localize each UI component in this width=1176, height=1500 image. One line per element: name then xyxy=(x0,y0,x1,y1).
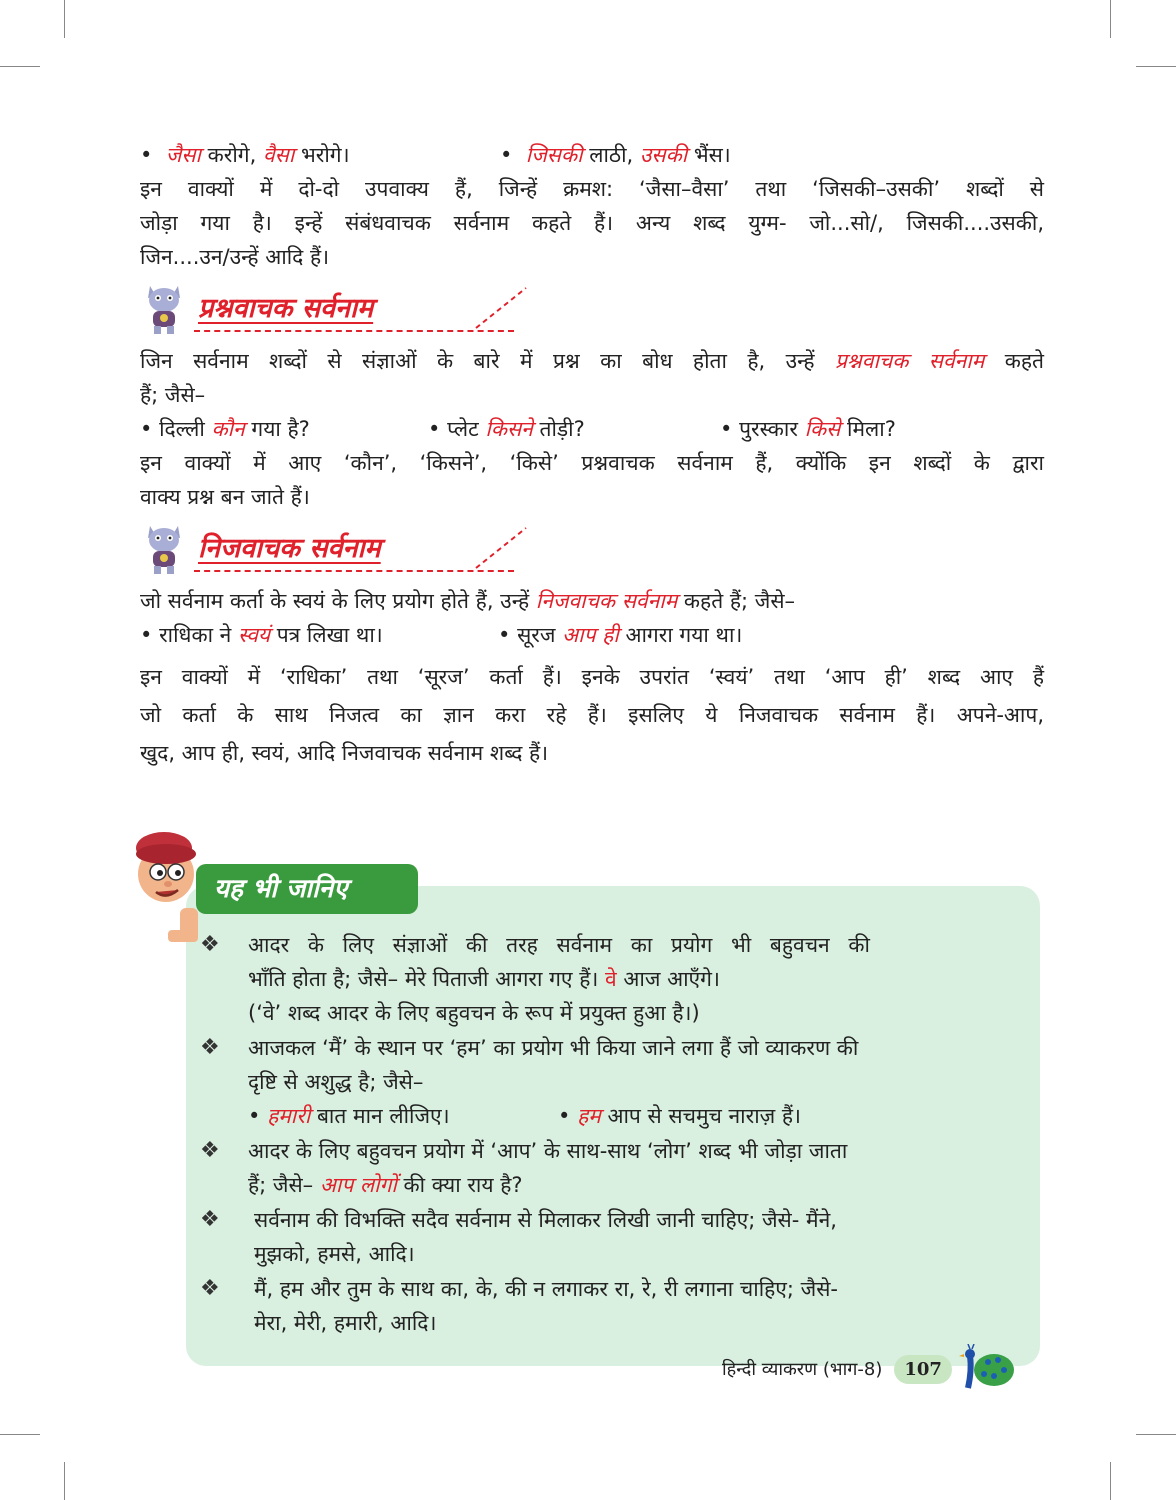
text-line xyxy=(248,962,1040,996)
highlight-word: वैसा xyxy=(262,143,295,167)
highlight-word: उसकी xyxy=(639,143,688,167)
intro-example-1: • जैसा करोगे, वैसा भरोगे। xyxy=(140,143,350,167)
crop-mark xyxy=(64,0,65,38)
heading-dashed-line xyxy=(194,330,514,332)
text-span: पत्र लिखा था। xyxy=(270,623,383,647)
crop-mark xyxy=(1136,66,1176,67)
list-item-body xyxy=(248,1272,1040,1340)
section2-para-line: खुद, आप ही, स्वयं, आदि निजवाचक सर्वनाम शब्द हैं। xyxy=(140,741,549,765)
text-span: भाँति होता है; जैसे– मेरे पिताजी आगरा गए हैं। xyxy=(248,967,605,991)
section2-example-1: • राधिका ने स्वयं पत्र लिखा था। xyxy=(140,623,383,647)
text-line: (‘वे’ शब्द आदर के लिए बहुवचन के रूप में प्रयुक्त हुआ है।) xyxy=(248,1001,700,1025)
text-line: मुझको, हमसे, आदि। xyxy=(254,1242,415,1266)
list-item xyxy=(200,1134,1040,1202)
text-line: आदर के लिए संज्ञाओं की तरह सर्वनाम का प्रयोग भी बहुवचन की xyxy=(248,933,870,957)
text-line xyxy=(248,1168,1040,1202)
text-span: भैंस। xyxy=(687,143,731,167)
section-title: निजवाचक सर्वनाम xyxy=(198,533,381,564)
text-span: तोड़ी? xyxy=(532,417,585,441)
peacock-icon xyxy=(954,1344,1016,1394)
crop-mark xyxy=(1136,1434,1176,1435)
crop-mark xyxy=(0,1434,40,1435)
section-title: प्रश्नवाचक सर्वनाम xyxy=(198,293,374,324)
text-span: भरोगे। xyxy=(294,143,350,167)
crop-mark xyxy=(1110,1462,1111,1500)
text-line: आजकल ‘मैं’ के स्थान पर ‘हम’ का प्रयोग भी किया जाने लगा हैं जो व्याकरण की xyxy=(248,1036,859,1060)
text-span: आज आएँगे। xyxy=(616,967,720,991)
section2-line1 xyxy=(140,584,1044,618)
text-span: कहते xyxy=(984,349,1044,373)
book-title: हिन्दी व्याकरण (भाग-8) xyxy=(722,1359,883,1380)
highlight-word: किसने xyxy=(485,417,533,441)
diamond-bullet-icon: ❖ xyxy=(200,1035,220,1060)
diamond-bullet-icon: ❖ xyxy=(200,932,220,957)
list-item xyxy=(200,1031,1040,1133)
text-line: दृष्टि से अशुद्ध है; जैसे– xyxy=(248,1070,424,1094)
highlight-word: जिसकी xyxy=(525,143,583,167)
text-span: करोगे, xyxy=(200,143,263,167)
page-content xyxy=(140,138,1044,772)
page-number: 107 xyxy=(894,1355,952,1384)
page-footer xyxy=(722,1344,1016,1394)
crop-mark xyxy=(0,66,40,67)
section1-line1 xyxy=(140,344,1044,378)
text-span: आगरा गया था। xyxy=(618,623,743,647)
text-span: राधिका ने xyxy=(159,623,239,647)
highlight-word: प्रश्नवाचक सर्वनाम xyxy=(834,349,985,373)
highlight-word: वे xyxy=(605,967,617,991)
list-item-body xyxy=(248,1031,1040,1133)
highlight-word: हम xyxy=(577,1104,601,1128)
highlight-word: जैसा xyxy=(165,143,201,167)
bullet-icon: • xyxy=(248,1104,261,1128)
section1-para-line: इन वाक्यों में आए ‘कौन’, ‘किसने’, ‘किसे’ प्रश्नवाचक सर्वनाम हैं, क्योंकि इन शब्दों के द्वारा xyxy=(140,451,1044,475)
cat-mascot-icon xyxy=(142,522,186,576)
text-line: मेरा, मेरी, हमारी, आदि। xyxy=(254,1311,437,1335)
text-span: मिला? xyxy=(840,417,896,441)
text-span: सूरज xyxy=(517,623,563,647)
intro-para-line: जोड़ा गया है। इन्हें संबंधवाचक सर्वनाम कहते हैं। अन्य शब्द युग्म- जो...सो/, जिसकी....उसकी, xyxy=(140,211,1044,235)
highlight-word: स्वयं xyxy=(238,623,271,647)
diamond-bullet-icon: ❖ xyxy=(200,1276,220,1301)
text-line xyxy=(248,1099,1040,1133)
list-item xyxy=(200,928,1040,1030)
example-span xyxy=(248,1099,558,1133)
highlight-word: किसे xyxy=(804,417,841,441)
section1-line2: हैं; जैसे– xyxy=(140,383,206,407)
know-more-title: यह भी जानिए xyxy=(196,864,418,914)
text-line: मैं, हम और तुम के साथ का, के, की न लगाकर रा, रे, री लगाना चाहिए; जैसे- xyxy=(254,1277,839,1301)
section2-para-line: जो कर्ता के साथ निजत्व का ज्ञान करा रहे हैं। इसलिए ये निजवाचक सर्वनाम हैं। अपने-आप, xyxy=(140,703,1044,727)
text-span: पुरस्कार xyxy=(739,417,805,441)
text-span: दिल्ली xyxy=(159,417,212,441)
section-heading-interrogative xyxy=(140,282,1044,340)
intro-example-2: • जिसकी लाठी, उसकी भैंस। xyxy=(500,143,731,167)
cat-mascot-icon xyxy=(142,282,186,336)
highlight-word: आप ही xyxy=(562,623,619,647)
text-span: गया है? xyxy=(244,417,310,441)
highlight-word: निजवाचक सर्वनाम xyxy=(535,589,678,613)
section-heading-reflexive xyxy=(140,522,1044,580)
heading-dashed-line xyxy=(194,570,514,572)
text-span: आप से सचमुच नाराज़ हैं। xyxy=(600,1104,801,1128)
diamond-bullet-icon: ❖ xyxy=(200,1138,220,1163)
highlight-word: हमारी xyxy=(267,1104,311,1128)
intro-para-line: इन वाक्यों में दो-दो उपवाक्य हैं, जिन्हें क्रमश: ‘जैसा–वैसा’ तथा ‘जिसकी–उसकी’ शब्दों से xyxy=(140,177,1044,201)
section1-example-2: • प्लेट किसने तोड़ी? xyxy=(428,417,585,441)
section1-examples xyxy=(140,412,1044,446)
section1-example-3: • पुरस्कार किसे मिला? xyxy=(720,417,896,441)
bullet-icon: • xyxy=(558,1104,571,1128)
text-span: हैं; जैसे– xyxy=(248,1173,320,1197)
text-span: जो सर्वनाम कर्ता के स्वयं के लिए प्रयोग होते हैं, उन्हें xyxy=(140,589,536,613)
diamond-bullet-icon: ❖ xyxy=(200,1207,220,1232)
text-span: की क्या राय है? xyxy=(396,1173,523,1197)
text-line: सर्वनाम की विभक्ति सदैव सर्वनाम से मिलाकर लिखी जानी चाहिए; जैसे- मैंने, xyxy=(254,1208,837,1232)
example-span xyxy=(558,1099,801,1133)
section2-examples xyxy=(140,618,1044,652)
section1-example-1: • दिल्ली कौन गया है? xyxy=(140,417,310,441)
list-item-body xyxy=(248,1134,1040,1202)
intro-examples xyxy=(140,138,1044,172)
crop-mark xyxy=(1110,0,1111,38)
highlight-word: कौन xyxy=(211,417,245,441)
text-span: लाठी, xyxy=(582,143,640,167)
list-item-body xyxy=(248,1203,1040,1271)
section2-para-line: इन वाक्यों में ‘राधिका’ तथा ‘सूरज’ कर्ता हैं। इनके उपरांत ‘स्वयं’ तथा ‘आप ही’ शब्द आए हैं xyxy=(140,665,1044,689)
highlight-word: आप लोगों xyxy=(319,1173,397,1197)
section1-para-line: वाक्य प्रश्न बन जाते हैं। xyxy=(140,485,310,509)
section2-example-2: • सूरज आप ही आगरा गया था। xyxy=(498,623,743,647)
text-span: जिन सर्वनाम शब्दों से संज्ञाओं के बारे में प्रश्न का बोध होता है, उन्हें xyxy=(140,349,835,373)
boy-mascot-icon xyxy=(128,828,208,944)
text-line: आदर के लिए बहुवचन प्रयोग में ‘आप’ के साथ-साथ ‘लोग’ शब्द भी जोड़ा जाता xyxy=(248,1139,848,1163)
text-span: प्लेट xyxy=(447,417,486,441)
list-item xyxy=(200,1203,1040,1271)
text-span: बात मान लीजिए। xyxy=(310,1104,450,1128)
heading-dashed-diagonal xyxy=(470,526,530,570)
list-item-body xyxy=(248,928,1040,1030)
heading-dashed-diagonal xyxy=(470,286,530,330)
intro-para-line: जिन....उन/उन्हें आदि हैं। xyxy=(140,245,330,269)
crop-mark xyxy=(64,1462,65,1500)
know-more-list xyxy=(200,928,1040,1341)
text-span: कहते हैं; जैसे– xyxy=(677,589,796,613)
list-item xyxy=(200,1272,1040,1340)
